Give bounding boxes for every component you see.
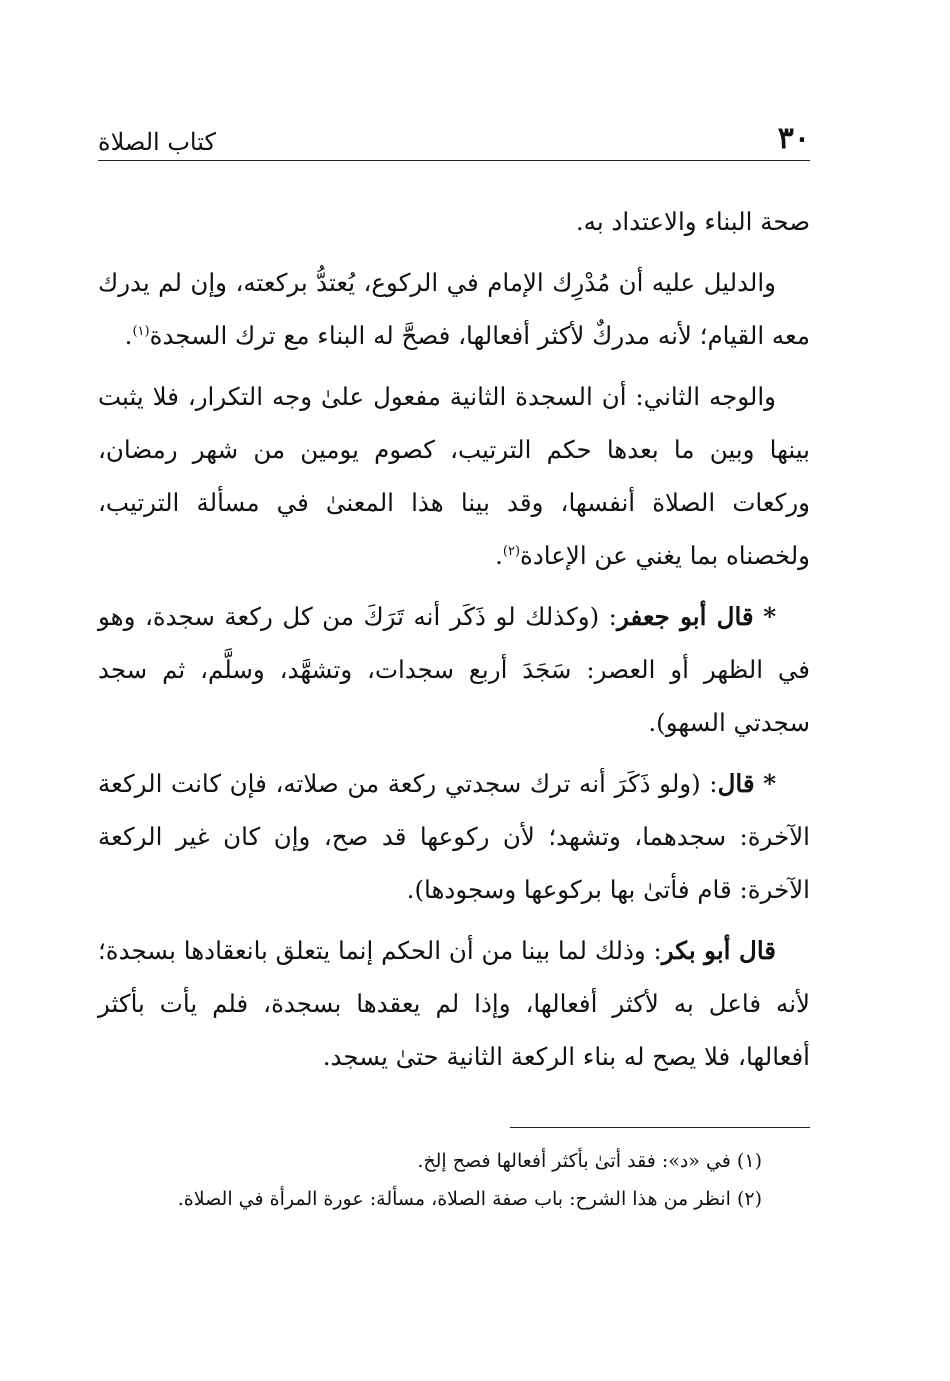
speaker-label: قال أبو بكر <box>661 936 776 965</box>
paragraph-1 <box>98 195 810 248</box>
paragraph-text: : (وكذلك لو ذَكَر أنه تَرَكَ من كل ركعة سجدة، وهو في الظهر أو العصر: سَجَدَ أربع سجدات، وتشهَّد، وسلَّم، ثم سجد سجدتي السهو). <box>98 602 810 737</box>
paragraph-2 <box>98 256 810 362</box>
footnote-2: (٢) انظر من هذا الشرح: باب صفة الصلاة، مسألة: عورة المرأة في الصلاة. <box>177 1188 762 1210</box>
paragraph-6 <box>98 924 810 1083</box>
paragraph-text: صحة البناء والاعتداد به. <box>575 207 810 236</box>
paragraph-tail: . <box>495 541 503 570</box>
star-marker: * <box>763 769 776 798</box>
footnotes <box>98 1142 810 1218</box>
paragraph-4 <box>98 590 810 749</box>
footnote-ref-1[interactable]: (١) <box>132 323 150 339</box>
footnote-1: (١) في «د»: فقد أتىٰ بأكثر أفعالها فصح إلخ. <box>417 1150 762 1172</box>
paragraph-text: والدليل عليه أن مُدْرِك الإمام في الركوع، يُعتدُّ بركعته، وإن لم يدرك معه القيام؛ لأنه مدركٌ لأكثر أفعالها، فصحَّ له البناء مع ترك السجدة <box>98 268 810 350</box>
running-title: كتاب الصلاة <box>98 128 216 156</box>
speaker-label: قال أبو جعفر <box>616 602 754 631</box>
paragraph-3 <box>98 370 810 582</box>
star-marker: * <box>763 602 776 631</box>
page-number: ٣٠ <box>777 121 810 156</box>
paragraph-tail: . <box>124 321 133 350</box>
book-page <box>98 110 810 1218</box>
paragraph-text: والوجه الثاني: أن السجدة الثانية مفعول علىٰ وجه التكرار، فلا يثبت بينها وبين ما بعدها حكم الترتيب، كصوم يومين من شهر رمضان، وركعات الصلاة أنفسها، وقد بينا هذا المعنىٰ في مسألة الترتيب، ولخصناه بما يغني عن الإعادة <box>98 382 810 570</box>
speaker-label: قال <box>717 769 755 798</box>
paragraph-text: : وذلك لما بينا من أن الحكم إنما يتعلق بانعقادها بسجدة؛ لأنه فاعل به لأكثر أفعالها، وإذا لم يعقدها بسجدة، فلم يأت بأكثر أفعالها، فلا يصح له بناء الركعة الثانية حتىٰ يسجد. <box>98 936 810 1071</box>
page-header <box>98 110 810 161</box>
paragraph-5 <box>98 757 810 916</box>
main-text <box>98 195 810 1083</box>
paragraph-text: : (ولو ذَكَرَ أنه ترك سجدتي ركعة من صلاته، فإن كانت الركعة الآخرة: سجدهما، وتشهد؛ لأن ركوعها قد صح، وإن كان غير الركعة الآخرة: قام فأتىٰ بها بركوعها وسجودها). <box>98 769 810 904</box>
footnote-divider <box>510 1127 810 1128</box>
footnote-ref-2[interactable]: (٢) <box>502 543 521 559</box>
